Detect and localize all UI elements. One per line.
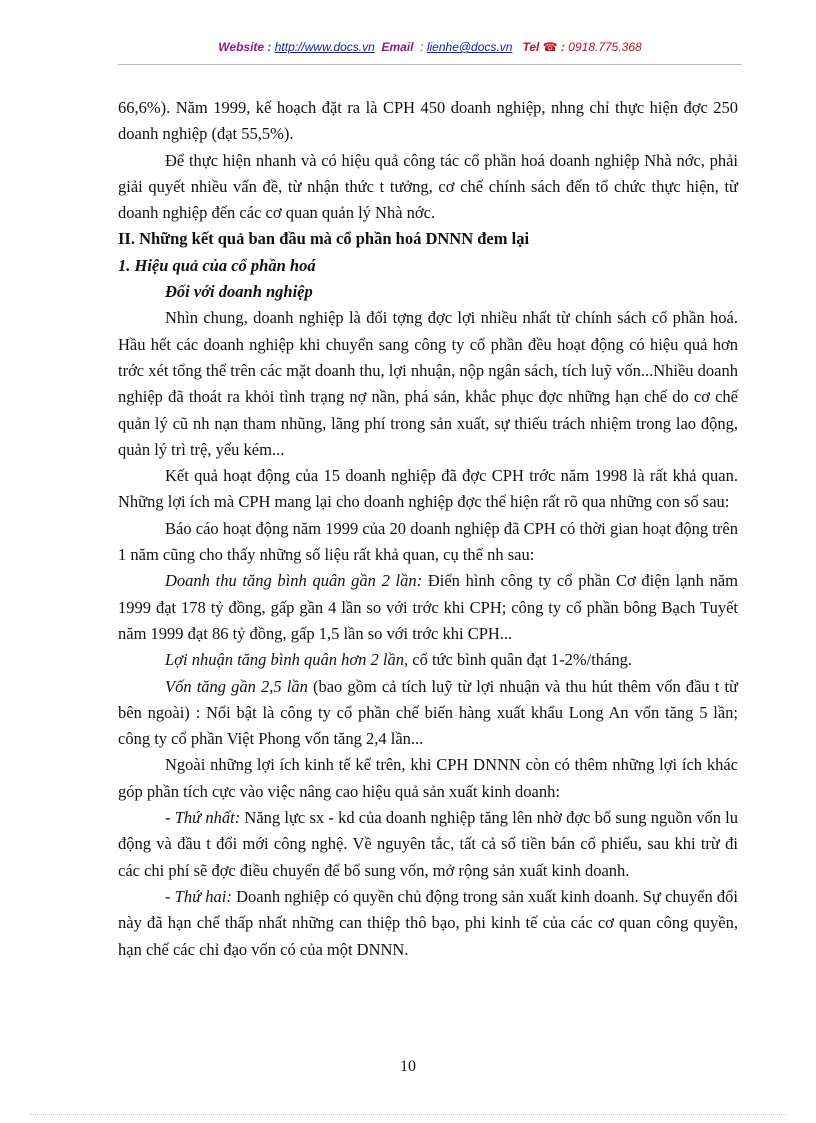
document-body [118, 95, 738, 963]
paragraph: Ngoài những lợi ích kinh tế kể trên, khi CPH DNNN còn có thêm những lợi ích khác góp phần tích cực vào việc nâng cao hiệu quả sản xuất kinh doanh: [118, 755, 738, 801]
paragraph-text: (bao gồm cả tích luỹ từ lợi nhuận và thu hút thêm vốn đầu t từ bên ngoài) : Nổi bật là công ty cổ phần chế biến hàng xuất khẩu Long An vốn tăng 5 lần; công ty cổ phần Việt Phong vốn tăng 2,4 lần... [118, 676, 738, 749]
paragraph-text: , cổ tức bình quân đạt 1-2%/tháng. [404, 650, 632, 670]
paragraph: Để thực hiện nhanh và có hiệu quả công tác cổ phần hoá doanh nghiệp Nhà nớc, phải giải quyết nhiều vấn đề, từ nhận thức t tưởng, cơ chế chính sách đến tổ chức thực hiện, từ doanh nghiệp đến các cơ quan quản lý Nhà nớc. [118, 150, 738, 223]
footer-divider [30, 1114, 786, 1115]
paragraph-text: Điển hình công ty cổ phần Cơ điện lạnh năm 1999 đạt 178 tỷ đồng, gấp gần 4 lần so với trớc khi CPH; công ty cổ phần bông Bạch Tuyết năm 1999 đạt 86 tỷ đồng, gấp 1,5 lần so với trớc khi CPH... [118, 571, 738, 643]
paragraph [118, 568, 738, 647]
paragraph [118, 805, 738, 884]
website-label: Website : [218, 40, 272, 54]
paragraph: Nhìn chung, doanh nghiệp là đối tợng đợc lợi nhiều nhất từ chính sách cổ phần hoá. Hầu hết các doanh nghiệp khi chuyển sang công ty cổ phần đều hoạt động có hiệu quả hơn trớc xét tổng thể trên các mặt doanh thu, lợi nhuận, nộp ngân sách, tích luỹ vốn...Nhiều doanh nghiệp đã thoát ra khỏi tình trạng nợ nần, phá sản, khắc phục đợc những hạn chế do cơ chế quản lý cũ nh nạn tham nhũng, lãng phí trong sản xuất, sự thiếu trách nhiệm trong lao động, quản lý trì trệ, yếu kém... [118, 308, 739, 459]
paragraph: Báo cáo hoạt động năm 1999 của 20 doanh nghiệp đã CPH có thời gian hoạt động trên 1 năm cũng cho thấy những số liệu rất khả quan, cụ thể nh sau: [118, 518, 738, 565]
page-header [120, 40, 740, 54]
paragraph-lead: - Thứ nhất: [165, 808, 241, 828]
paragraph-lead: Doanh thu tăng bình quân gần 2 lần: [165, 571, 423, 591]
website-link[interactable]: http://www.docs.vn [274, 40, 375, 54]
paragraph [118, 647, 738, 673]
page-number: 10 [400, 1058, 416, 1075]
paragraph [118, 674, 738, 753]
tel-label: Tel ☎ : [522, 40, 565, 54]
header-divider [118, 64, 742, 65]
tel-value: 0918.775.368 [568, 40, 642, 54]
paragraph [118, 884, 738, 963]
paragraph-lead: Vốn tăng gần 2,5 lần [165, 676, 308, 696]
section-heading: II. Những kết quả ban đầu mà cổ phần hoá DNNN đem lại [118, 229, 530, 249]
subsection-heading: 1. Hiệu quả của cổ phần hoá [118, 255, 316, 275]
paragraph-text: Doanh nghiệp có quyền chủ động trong sản xuất kinh doanh. Sự chuyển đổi này đã hạn chế thấp nhất những can thiệp thô bạo, phi kinh tế của các cơ quan công quyền, hạn chế các chỉ đạo vốn có của một DNNN. [118, 886, 739, 959]
sub-subsection-heading: Đối với doanh nghiệp [165, 282, 313, 302]
email-separator: : [420, 40, 424, 54]
paragraph: Kết quả hoạt động của 15 doanh nghiệp đã đợc CPH trớc năm 1998 là rất khả quan. Những lợi ích mà CPH mang lại cho doanh nghiệp đợc thể hiện rất rõ qua những con số sau: [118, 466, 738, 512]
paragraph-lead: Lợi nhuận tăng bình quân hơn 2 lần [165, 650, 405, 670]
paragraph: 66,6%). Năm 1999, kế hoạch đặt ra là CPH 450 doanh nghiệp, nhng chỉ thực hiện đợc 250 doanh nghiệp (đạt 55,5%). [118, 98, 738, 144]
paragraph-lead: - Thứ hai: [165, 886, 232, 906]
email-link[interactable]: lienhe@docs.vn [426, 40, 513, 54]
email-label: Email [381, 40, 414, 54]
paragraph-text: Năng lực sx - kd của doanh nghiệp tăng lên nhờ đợc bổ sung nguồn vốn lu động và đầu t đổi mới công nghệ. Về nguyên tắc, tất cả số tiền bán cổ phiếu, sau khi trừ đi các chi phí sẽ đợc điều chuyển để bổ sung vốn, mở rộng sản xuất kinh doanh. [118, 808, 738, 880]
